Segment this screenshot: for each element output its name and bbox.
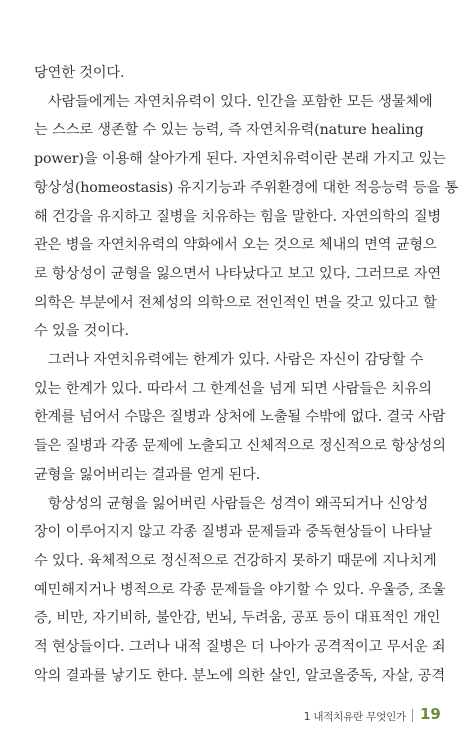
text-line: 항상성(homeostasis) 유지기능과 주위환경에 대한 적응능력 등을 통 [34, 179, 459, 196]
text-line: power)을 이용해 살아가게 된다. 자연치유력이란 본래 가지고 있는 [34, 151, 446, 168]
text-line: 관은 병을 자연치유력의 약화에서 오는 것으로 체내의 면역 균형으 [34, 237, 437, 254]
text-line: 있는 한계가 있다. 따라서 그 한계선을 넘게 되면 사람들은 치유의 [34, 380, 432, 397]
text-line: 수 있을 것이다. [34, 323, 129, 340]
text-line: 균형을 잃어버리는 결과를 얻게 된다. [34, 466, 261, 483]
page-footer [0, 705, 470, 729]
text-line: 당연한 것이다. [34, 65, 125, 81]
text-line: 의학은 부분에서 전체성의 의학으로 전인적인 면을 갖고 있다고 할 [34, 294, 437, 311]
text-line: 들은 질병과 각종 문제에 노출되고 신체적으로 정신적으로 항상성의 [34, 438, 446, 455]
text-line: 악의 결과를 낳기도 한다. 분노에 의한 살인, 알코올중독, 자살, 공격 [34, 667, 446, 684]
text-line: 그러나 자연치유력에는 한계가 있다. 사람은 자신이 감당할 수 [48, 352, 424, 368]
text-line: 한계를 넘어서 수많은 질병과 상처에 노출될 수밖에 없다. 결국 사람 [34, 409, 446, 426]
text-line: 로 항상성이 균형을 잃으면서 나타났다고 보고 있다. 그러므로 자연 [34, 265, 442, 282]
text-line: 증, 비만, 자기비하, 불안감, 번뇌, 두려움, 공포 등이 대표적인 개인 [34, 610, 441, 627]
text-line: 는 스스로 생존할 수 있는 능력, 즉 자연치유력(nature healing [34, 122, 424, 139]
text-line: 사람들에게는 자연치유력이 있다. 인간을 포함한 모든 생물체에 [48, 93, 433, 110]
text-line: 장이 이루어지지 않고 각종 질병과 문제들과 중독현상들이 나타날 [34, 524, 433, 541]
text-line: 항상성의 균형을 잃어버린 사람들은 성격이 왜곡되거나 신앙성 [48, 495, 429, 512]
footer-divider [412, 709, 413, 722]
page-number: 19 [420, 705, 441, 723]
text-line: 적 현상들이다. 그러나 내적 질병은 더 나아가 공격적이고 무서운 죄 [34, 639, 446, 655]
text-line: 해 건강을 유지하고 질병을 치유하는 힘을 말한다. 자연의학의 질병 [34, 208, 442, 225]
text-line: 예민해지거나 병적으로 각종 문제들을 야기할 수 있다. 우울증, 조울 [34, 581, 446, 598]
text-line: 수 있다. 육체적으로 정신적으로 건강하지 못하기 때문에 지나치게 [34, 552, 437, 569]
chapter-title: 1 내적치유란 무엇인가 [303, 711, 406, 723]
